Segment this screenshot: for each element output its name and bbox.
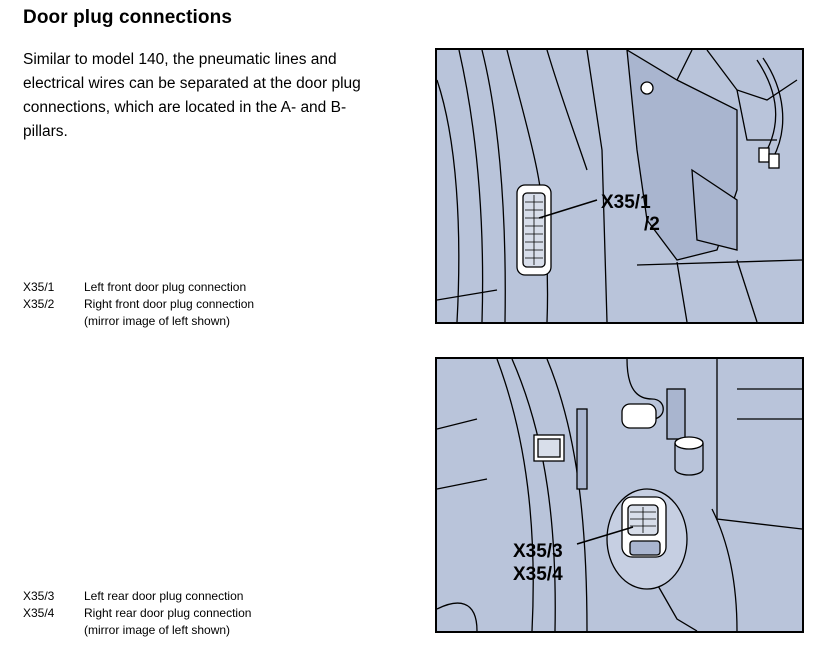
legend-code: X35/3 — [23, 589, 55, 603]
legend-rear — [23, 588, 251, 639]
figure-rear-illustration — [437, 359, 802, 631]
legend-desc: Left rear door plug connection — [84, 589, 244, 603]
callout-x35-4: X35/4 — [513, 564, 563, 585]
legend-note: (mirror image of left shown) — [84, 314, 231, 328]
legend-item — [23, 588, 251, 605]
legend-desc: Right rear door plug connection — [84, 606, 252, 620]
intro-paragraph: Similar to model 140, the pneumatic lines and electrical wires can be separated at the door plug connections, which are located in the A- and B-pillars. — [23, 51, 361, 140]
legend-item — [23, 296, 254, 313]
legend-desc: Right front door plug connection — [84, 297, 255, 311]
legend-front — [23, 279, 254, 330]
legend-desc: Left front door plug connection — [84, 280, 247, 294]
legend-note: (mirror image of left shown) — [84, 623, 231, 637]
legend-code: X35/4 — [23, 606, 55, 620]
callout-x35-2: /2 — [644, 214, 660, 235]
figure-front-illustration — [437, 50, 802, 322]
legend-item — [23, 605, 251, 622]
figure-front-door-plug — [435, 48, 804, 324]
figure-rear-door-plug — [435, 357, 804, 633]
page-title: Door plug connections — [23, 7, 232, 28]
callout-x35-3: X35/3 — [513, 541, 563, 562]
callout-x35-1: X35/1 — [601, 192, 651, 213]
legend-code: X35/2 — [23, 297, 55, 311]
legend-code: X35/1 — [23, 280, 55, 294]
legend-item — [23, 279, 254, 296]
